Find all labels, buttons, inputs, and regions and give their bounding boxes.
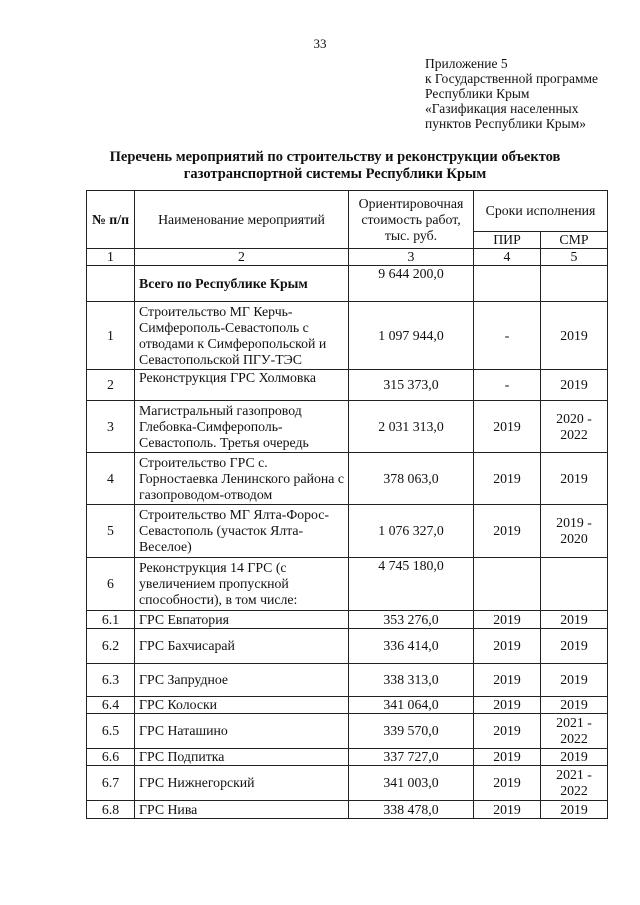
row-cost: 339 570,0	[349, 714, 474, 749]
total-row	[87, 266, 608, 302]
row-pir: 2019	[474, 629, 541, 664]
total-pir-cell	[474, 266, 541, 302]
row-cost: 336 414,0	[349, 629, 474, 664]
row-smr: 2019	[541, 749, 608, 766]
table-row	[87, 370, 608, 401]
row-num: 3	[87, 401, 135, 453]
appendix-line: пунктов Республики Крым»	[425, 116, 587, 131]
row-num: 6.5	[87, 714, 135, 749]
row-cost: 4 745 180,0	[349, 558, 474, 611]
row-pir: 2019	[474, 749, 541, 766]
row-name: Строительство МГ Ялта-Форос-Севастополь (участок Ялта-Веселое)	[135, 505, 349, 558]
table-row	[87, 302, 608, 370]
row-name: ГРС Наташино	[135, 714, 349, 749]
table-row	[87, 558, 608, 611]
row-cost: 338 478,0	[349, 801, 474, 819]
row-num: 2	[87, 370, 135, 401]
row-cost: 341 003,0	[349, 766, 474, 801]
row-name: Реконструкция ГРС Холмовка	[135, 370, 349, 401]
row-smr: 2019	[541, 664, 608, 697]
title-line-1: Перечень мероприятий по строительству и реконструкции объектов	[109, 149, 561, 165]
row-name: ГРС Бахчисарай	[135, 629, 349, 664]
measures-table	[86, 190, 608, 819]
row-pir: 2019	[474, 801, 541, 819]
row-num: 6.2	[87, 629, 135, 664]
table-row	[87, 801, 608, 819]
row-num: 6.4	[87, 697, 135, 714]
row-pir: -	[474, 370, 541, 401]
row-smr: 2019	[541, 801, 608, 819]
row-cost: 2 031 313,0	[349, 401, 474, 453]
header-terms: Сроки исполнения	[474, 191, 608, 232]
row-name: ГРС Нижнегорский	[135, 766, 349, 801]
row-pir: 2019	[474, 401, 541, 453]
header-smr: СМР	[541, 232, 608, 249]
appendix-line: к Государственной программе	[425, 71, 599, 86]
row-cost: 341 064,0	[349, 697, 474, 714]
row-num: 5	[87, 505, 135, 558]
row-num: 4	[87, 453, 135, 505]
column-number-row	[87, 249, 608, 266]
row-num: 6.6	[87, 749, 135, 766]
row-name: ГРС Нива	[135, 801, 349, 819]
row-name: ГРС Колоски	[135, 697, 349, 714]
total-label: Всего по Республике Крым	[135, 266, 349, 302]
row-pir	[474, 558, 541, 611]
table-row	[87, 714, 608, 749]
row-name: Строительство МГ Керчь-Симферополь-Севастополь с отводами к Симферопольской и Севастопольской ПГУ-ТЭС	[135, 302, 349, 370]
table-row	[87, 453, 608, 505]
row-pir: -	[474, 302, 541, 370]
row-smr: 2021 - 2022	[541, 714, 608, 749]
row-cost: 338 313,0	[349, 664, 474, 697]
row-smr: 2019	[541, 453, 608, 505]
row-num: 1	[87, 302, 135, 370]
table-row	[87, 629, 608, 664]
table-row	[87, 697, 608, 714]
appendix-line: Республики Крым	[425, 86, 530, 101]
table-row	[87, 505, 608, 558]
row-smr: 2019	[541, 629, 608, 664]
row-name: ГРС Евпатория	[135, 611, 349, 629]
document-title	[60, 149, 610, 183]
column-number: 3	[349, 249, 474, 266]
row-name: ГРС Подпитка	[135, 749, 349, 766]
row-num: 6.8	[87, 801, 135, 819]
row-pir: 2019	[474, 611, 541, 629]
column-number: 1	[87, 249, 135, 266]
total-cost: 9 644 200,0	[349, 266, 474, 302]
row-smr: 2020 - 2022	[541, 401, 608, 453]
row-smr: 2021 - 2022	[541, 766, 608, 801]
appendix-line: «Газификация населенных	[425, 101, 579, 116]
header-name: Наименование мероприятий	[135, 191, 349, 249]
row-num: 6.3	[87, 664, 135, 697]
row-cost: 1 097 944,0	[349, 302, 474, 370]
appendix-block	[425, 56, 630, 131]
table-row	[87, 401, 608, 453]
row-smr: 2019	[541, 611, 608, 629]
table-row	[87, 749, 608, 766]
table-row	[87, 664, 608, 697]
row-name: Строительство ГРС с. Горностаевка Ленинского района с газопроводом-отводом	[135, 453, 349, 505]
header-num: № п/п	[87, 191, 135, 249]
row-pir: 2019	[474, 453, 541, 505]
total-num-cell	[87, 266, 135, 302]
row-smr: 2019 - 2020	[541, 505, 608, 558]
row-pir: 2019	[474, 505, 541, 558]
row-cost: 315 373,0	[349, 370, 474, 401]
page-number: 33	[313, 36, 327, 51]
row-cost: 378 063,0	[349, 453, 474, 505]
row-pir: 2019	[474, 714, 541, 749]
row-pir: 2019	[474, 664, 541, 697]
row-num: 6.7	[87, 766, 135, 801]
total-smr-cell	[541, 266, 608, 302]
row-cost: 353 276,0	[349, 611, 474, 629]
row-name: ГРС Запрудное	[135, 664, 349, 697]
header-cost: Ориентировочная стоимость работ, тыс. руб.	[349, 191, 474, 249]
row-smr: 2019	[541, 370, 608, 401]
row-name: Реконструкция 14 ГРС (с увеличением пропускной способности), в том числе:	[135, 558, 349, 611]
table-row	[87, 766, 608, 801]
row-smr: 2019	[541, 697, 608, 714]
row-num: 6	[87, 558, 135, 611]
row-name: Магистральный газопровод Глебовка-Симферополь-Севастополь. Третья очередь	[135, 401, 349, 453]
column-number: 2	[135, 249, 349, 266]
header-pir: ПИР	[474, 232, 541, 249]
appendix-line: Приложение 5	[425, 56, 508, 71]
row-pir: 2019	[474, 766, 541, 801]
column-number: 4	[474, 249, 541, 266]
row-num: 6.1	[87, 611, 135, 629]
row-pir: 2019	[474, 697, 541, 714]
row-smr: 2019	[541, 302, 608, 370]
row-cost: 337 727,0	[349, 749, 474, 766]
row-smr	[541, 558, 608, 611]
title-line-2: газотранспортной системы Республики Крым	[183, 166, 487, 182]
column-number: 5	[541, 249, 608, 266]
table-row	[87, 611, 608, 629]
row-cost: 1 076 327,0	[349, 505, 474, 558]
